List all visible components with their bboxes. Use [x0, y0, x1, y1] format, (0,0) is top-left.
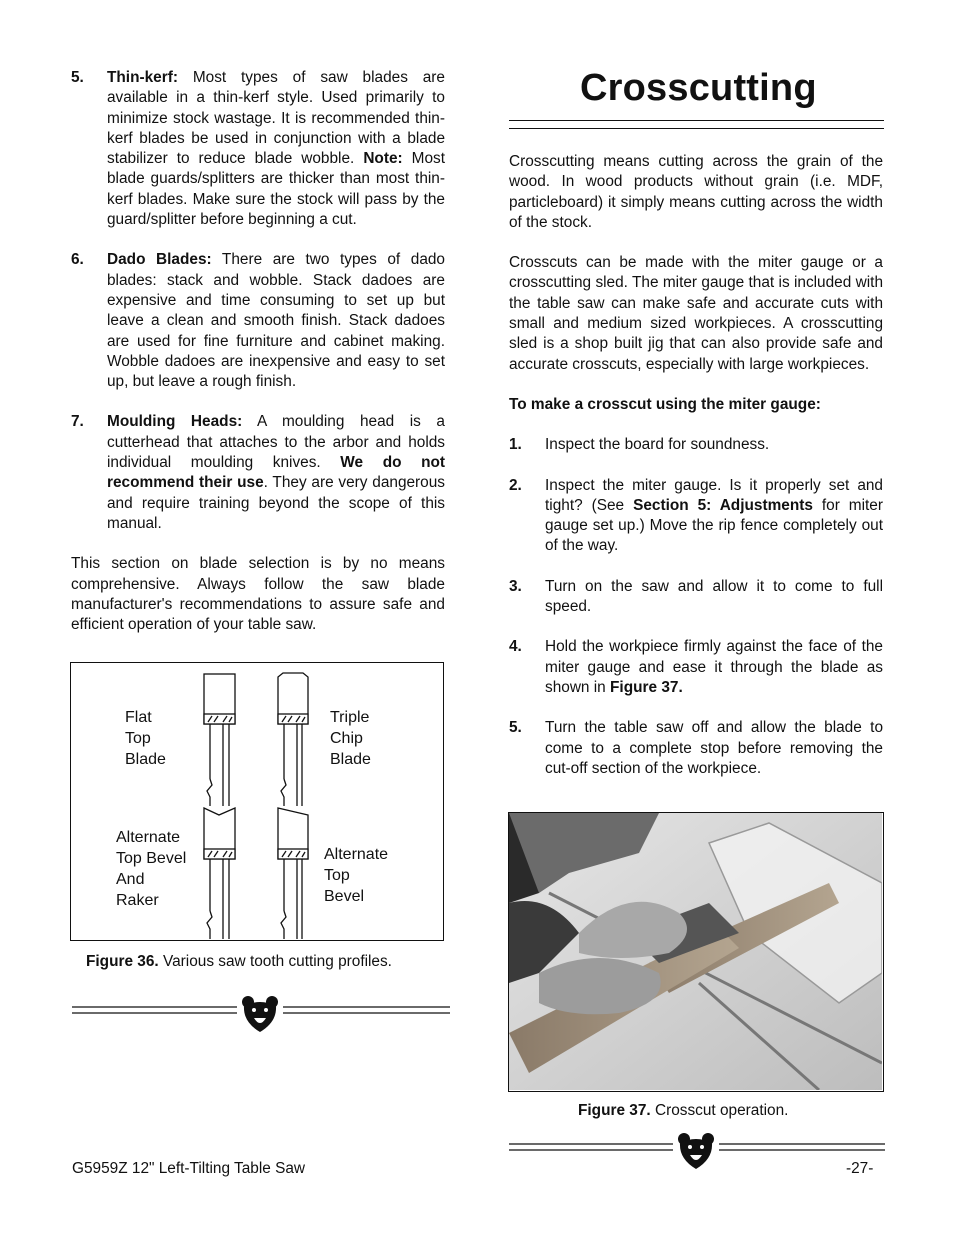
step-item: 3. Turn on the saw and allow it to come to full speed.: [509, 577, 883, 616]
list-item: 6. Dado Blades: There are two types of dado blades: stack and wobble. Stack dadoes are expensive and time consuming to set up but leave a clean and smooth finish. Stack dadoes are used for fine furniture and cabinet making. Wobble dadoes are inexpensive and easy to set up, but leave a rough finish.: [71, 250, 445, 392]
section-reference: Section 5: Adjustments: [633, 496, 813, 514]
figure-36-box: [70, 662, 444, 941]
bear-head-icon: [242, 996, 278, 1032]
method-paragraph: Crosscuts can be made with the miter gauge or a crosscutting sled. The miter gauge that is included with the table saw can make safe and accurate cuts with small and medium sized workpieces. A crosscutting sled is a shop built jig that can also provide safe and accurate crosscuts, especially with large workpieces.: [509, 254, 883, 373]
procedure-heading: To make a crosscut using the miter gauge:: [509, 395, 821, 413]
figure-37-photo: [508, 812, 884, 1092]
step-item: 2. Inspect the miter gauge. Is it properly set and tight? (See Section 5: Adjustments for miter gauge set up.) Move the rip fence completely out of the way.: [509, 476, 883, 555]
item-term: Moulding Heads:: [107, 413, 243, 431]
label-atb-raker: Alternate Top Bevel And Raker: [116, 829, 187, 909]
section-divider: [72, 994, 450, 1039]
note-label: Note:: [363, 150, 403, 168]
title-rule-top: [509, 120, 884, 121]
list-item: 7. Moulding Heads: A moulding head is a cutterhead that attaches to the arbor and holds individual moulding knives. We do not recommend their use. They are very dangerous and require training beyond the scope of this manual.: [71, 412, 445, 534]
label-atb: Alternate Top Bevel: [324, 846, 389, 905]
figure-36-caption: Figure 36. Various saw tooth cutting profiles.: [86, 953, 392, 970]
figure-reference: Figure 37.: [610, 678, 683, 696]
flat-top-tooth-icon: [204, 674, 235, 806]
title-rule-bottom: [509, 128, 884, 129]
step-item: 4. Hold the workpiece firmly against the face of the miter gauge and ease it through the blade as shown in Figure 37.: [509, 638, 883, 696]
item-number: 5.: [71, 69, 84, 86]
atb-raker-tooth-icon: [204, 808, 235, 939]
figure-37-caption: Figure 37. Crosscut operation.: [578, 1102, 789, 1119]
triple-chip-tooth-icon: [278, 673, 308, 806]
item-number: 7.: [71, 413, 84, 431]
left-column: [71, 68, 445, 655]
intro-paragraph: Crosscutting means cutting across the grain of the wood. In wood products without grain (i.e. MDF, particleboard) it simply means cutting across the width of the stock.: [509, 153, 883, 231]
item-term: Thin-kerf:: [107, 69, 178, 86]
footer-model: G5959Z 12" Left-Tilting Table Saw: [72, 1160, 306, 1177]
crosscut-operation-image: [509, 813, 882, 1090]
list-item: 5. Thin-kerf: Most types of saw blades are available in a thin-kerf style. Used primarily to minimize stock wastage. It is recommended thin-kerf blades be used in conjunction with a blade stabilizer to reduce blade wobble. Note: Most blade guards/splitters are thicker than most thin-kerf blades. Make sure the stock will pass by the guard/splitter before beginning a cut.: [71, 68, 445, 230]
step-item: 1. Inspect the board for soundness.: [509, 436, 770, 454]
right-column: [509, 152, 883, 799]
bear-head-icon: [678, 1133, 714, 1169]
page-number: -27-: [846, 1160, 874, 1177]
label-triple-chip-blade: Triple Chip Blade: [330, 709, 371, 768]
step-item: 5. Turn the table saw off and allow the blade to come to a complete stop before removing the cut-off section of the workpiece.: [509, 719, 883, 777]
item-term: Dado Blades:: [107, 251, 212, 269]
label-flat-top-blade: Flat Top Blade: [125, 709, 166, 768]
closing-paragraph: This section on blade selection is by no means comprehensive. Always follow the saw blade manufacturer's recommendations to assure safe and efficient operation of your table saw.: [71, 555, 445, 634]
atb-tooth-icon: [278, 808, 308, 939]
section-divider: [509, 1131, 885, 1176]
item-number: 6.: [71, 251, 84, 269]
warning-text: We do not recommend their use: [107, 454, 446, 492]
page-title: Crosscutting: [580, 67, 817, 109]
